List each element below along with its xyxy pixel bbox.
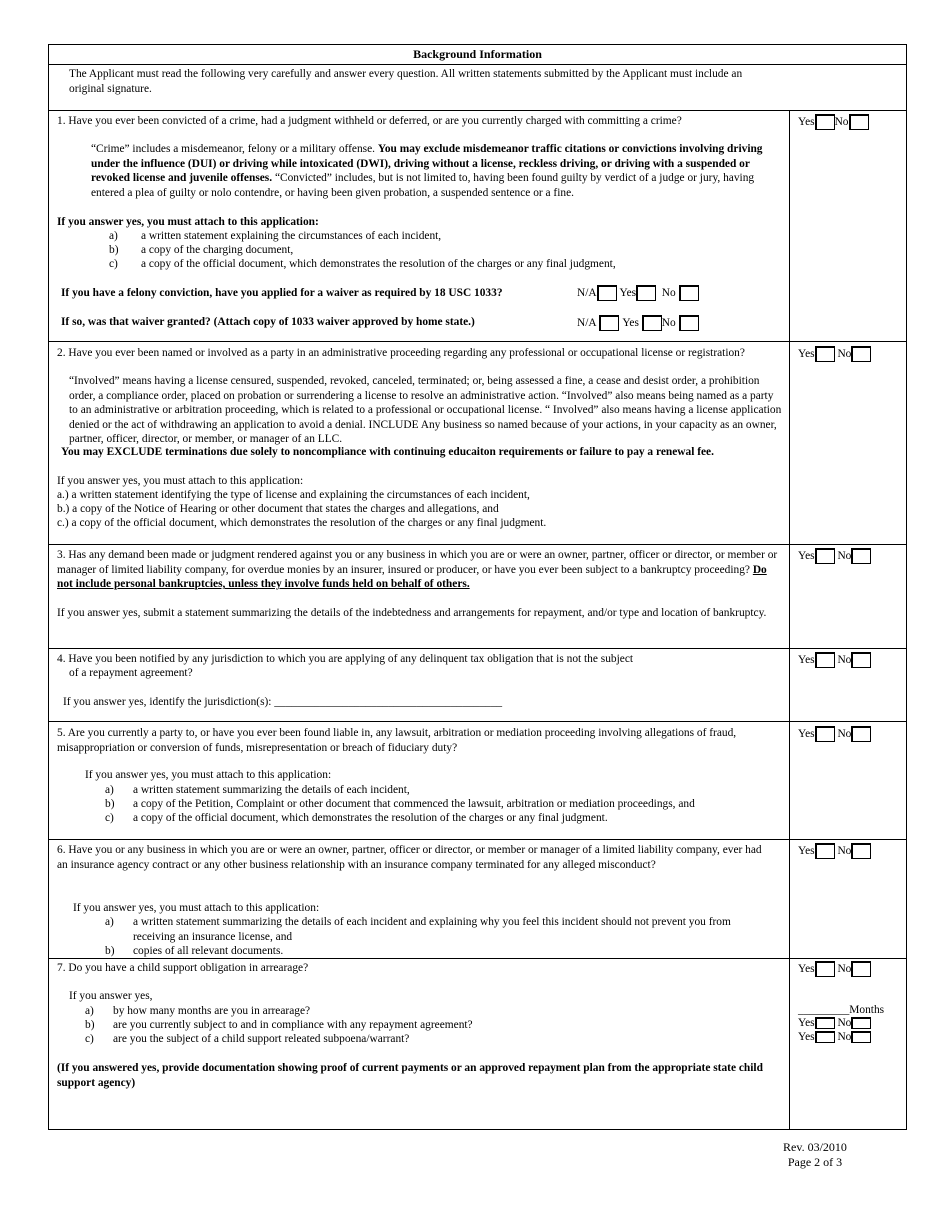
- felony-yes-checkbox[interactable]: [636, 285, 656, 301]
- q7b-no-checkbox[interactable]: [851, 1017, 871, 1029]
- q5-yes-checkbox[interactable]: [815, 726, 835, 742]
- q4-no-checkbox[interactable]: [851, 652, 871, 668]
- waiver-yes-checkbox[interactable]: [642, 315, 662, 331]
- q7-item-b: b) are you currently subject to and in compliance with any repayment agreement?: [85, 1019, 473, 1031]
- q4-question-line2: of a repayment agreement?: [69, 667, 193, 679]
- q7-item-c: c) are you the subject of a child support releated subpoena/warrant?: [85, 1033, 410, 1045]
- q3-answer: Yes No: [798, 548, 871, 564]
- q6-no-checkbox[interactable]: [851, 843, 871, 859]
- q1-felony-question: If you have a felony conviction, have you applied for a waiver as required by 18 USC 1033?: [61, 287, 503, 299]
- divider: [49, 110, 906, 111]
- background-information-form: [48, 44, 907, 1130]
- q1-yes-checkbox[interactable]: [815, 114, 835, 130]
- divider: [49, 544, 906, 545]
- divider: [49, 958, 906, 959]
- divider: [49, 64, 906, 65]
- q7-item-a: a) by how many months are you in arrearage?: [85, 1005, 311, 1017]
- form-title: Background Information: [413, 47, 542, 61]
- q7-no-checkbox[interactable]: [851, 961, 871, 977]
- q2-question: 2. Have you ever been named or involved as a party in an administrative proceeding regarding any professional or occupational license or registration?: [57, 347, 745, 359]
- page-number: Page 2 of 3: [787, 1155, 843, 1169]
- q1-answer: Yes No: [798, 114, 869, 130]
- q3-instruction: If you answer yes, submit a statement summarizing the details of the indebtedness and arrangements for repayment, and/or type and location of bankruptcy.: [57, 607, 767, 619]
- waiver-no-checkbox[interactable]: [679, 315, 699, 331]
- q3-yes-checkbox[interactable]: [815, 548, 835, 564]
- divider: [49, 721, 906, 722]
- q1-waiver-question: If so, was that waiver granted? (Attach copy of 1033 waiver approved by home state.): [61, 316, 475, 328]
- q2-definition: “Involved” means having a license censured, suspended, revoked, canceled, terminated; or, being assessed a fine, a cease and desist order, a prohibition order, a compliance order, placed on probation or surrendering a license to resolve an administrative action. “Involved” also means being named as a party to an administrative or arbitration proceeding, which is related to a professional or occupational license. “ Involved” also means having a license application denied or the act of withdrawing an application to avoid a denial. INCLUDE Any business so named because of your actions, in your capacity as an owner, partner, officer, director, or member, or manager of an LLC.: [69, 375, 782, 445]
- q7-yes-checkbox[interactable]: [815, 961, 835, 977]
- q4-instruction: If you answer yes, identify the jurisdiction(s): ________________________________________: [63, 696, 503, 708]
- q7b-yes-checkbox[interactable]: [815, 1017, 835, 1029]
- q6-yes-checkbox[interactable]: [815, 843, 835, 859]
- q2-yes-checkbox[interactable]: [815, 346, 835, 362]
- q3-no-checkbox[interactable]: [851, 548, 871, 564]
- q6-attach-heading: If you answer yes, you must attach to this application:: [73, 902, 320, 914]
- q2-attach-heading: If you answer yes, you must attach to this application:: [57, 475, 304, 487]
- divider: [49, 341, 906, 342]
- q1-definition: “Crime” includes a misdemeanor, felony or a military offense. You may exclude misdemeanor traffic citations or convictions involving driving under the influence (DUI) or driving while intoxicated (DWI), driving without a license, reckless driving, or driving with a suspended or revoked license and juvenile offenses. “Convicted” includes, but is not limited to, having been found guilty by verdict of a judge or jury, having entered a plea of guilty or nolo contendre, or having been given probation, a suspended sentence or a fine.: [91, 143, 763, 199]
- divider: [49, 839, 906, 840]
- q7c-no-checkbox[interactable]: [851, 1031, 871, 1043]
- q2-item-c: c.) a copy of the official document, which demonstrates the resolution of the charges or any final judgment.: [57, 517, 547, 529]
- q1-no-checkbox[interactable]: [849, 114, 869, 130]
- q5-item-a: a) a written statement summarizing the details of each incident,: [105, 784, 410, 796]
- intro-text: The Applicant must read the following very carefully and answer every question. All written statements submitted by the Applicant must include an original signature.: [69, 68, 743, 95]
- q2-answer: Yes No: [798, 346, 871, 362]
- q7-question: 7. Do you have a child support obligation in arrearage?: [57, 962, 309, 974]
- felony-na-checkbox[interactable]: [597, 285, 617, 301]
- divider: [49, 648, 906, 649]
- q5-no-checkbox[interactable]: [851, 726, 871, 742]
- q7c-answer: Yes No: [798, 1031, 871, 1044]
- revision-label: Rev. 03/2010: [783, 1140, 847, 1154]
- q1-item-c: c) a copy of the official document, which demonstrates the resolution of the charges or any final judgment,: [109, 258, 616, 270]
- q7a-months-field[interactable]: _________Months: [798, 1004, 885, 1016]
- q7b-answer: Yes No: [798, 1017, 871, 1030]
- q5-item-c: c) a copy of the official document, which demonstrates the resolution of the charges or any final judgment.: [105, 812, 608, 824]
- q1-waiver-options: N/A Yes No: [577, 315, 699, 331]
- q7-answer: Yes No: [798, 961, 871, 977]
- q2-no-checkbox[interactable]: [851, 346, 871, 362]
- q5-answer: Yes No: [798, 726, 871, 742]
- q5-question: 5. Are you currently a party to, or have you ever been found liable in, any lawsuit, arbitration or mediation proceeding involving allegations of fraud, misappropriation or conversion of funds, misrepresentation or breach of fiduciary duty?: [57, 727, 737, 754]
- q4-answer: Yes No: [798, 652, 871, 668]
- felony-no-checkbox[interactable]: [679, 285, 699, 301]
- q1-felony-options: N/A Yes No: [577, 285, 699, 301]
- q2-item-b: b.) a copy of the Notice of Hearing or other document that states the charges and allegations, and: [57, 503, 499, 515]
- q6-item-b: b) copies of all relevant documents.: [105, 945, 284, 957]
- q6-item-a: a) a written statement summarizing the details of each incident and explaining why you feel this incident should not prevent you from receiving an insurance license, and: [105, 916, 731, 943]
- q7-lead: If you answer yes,: [69, 990, 153, 1002]
- q1-question: 1. Have you ever been convicted of a crime, had a judgment withheld or deferred, or are you currently charged with committing a crime?: [57, 115, 682, 127]
- q1-item-b: b) a copy of the charging document,: [109, 244, 294, 256]
- q2-exclude: You may EXCLUDE terminations due solely to noncompliance with continuing educaiton requirements or failure to pay a renewal fee.: [61, 446, 714, 458]
- q4-yes-checkbox[interactable]: [815, 652, 835, 668]
- q5-attach-heading: If you answer yes, you must attach to this application:: [85, 769, 332, 781]
- q6-question: 6. Have you or any business in which you are or were an owner, partner, officer or director, or member or manager of a limited liability company, ever had an insurance agency contract or any other business relationship with an insurance company terminated for any alleged misconduct?: [57, 844, 762, 871]
- q7c-yes-checkbox[interactable]: [815, 1031, 835, 1043]
- q4-question-line1: 4. Have you been notified by any jurisdiction to which you are applying of any delinquent tax obligation that is not the subject: [57, 653, 634, 665]
- answer-column-divider: [789, 110, 790, 1129]
- q1-attach-heading: If you answer yes, you must attach to this application:: [57, 216, 319, 228]
- q3-question: 3. Has any demand been made or judgment rendered against you or any business in which you are or were an owner, partner, officer or director, or member or manager of limited liability company, for overdue monies by an insurer, insured or producer, or have you ever been subject to a bankruptcy proceeding? Do not include personal bankruptcies, unless they involve funds held on behalf of others.: [57, 549, 778, 590]
- q7-note: (If you answered yes, provide documentation showing proof of current payments or an approved repayment plan from the appropriate state child support agency): [57, 1062, 763, 1089]
- q6-answer: Yes No: [798, 843, 871, 859]
- q5-item-b: b) a copy of the Petition, Complaint or other document that commenced the lawsuit, arbitration or mediation proceedings, and: [105, 798, 695, 810]
- waiver-na-checkbox[interactable]: [599, 315, 619, 331]
- q1-item-a: a) a written statement explaining the circumstances of each incident,: [109, 230, 442, 242]
- q2-item-a: a.) a written statement identifying the type of license and explaining the circumstances of each incident,: [57, 489, 530, 501]
